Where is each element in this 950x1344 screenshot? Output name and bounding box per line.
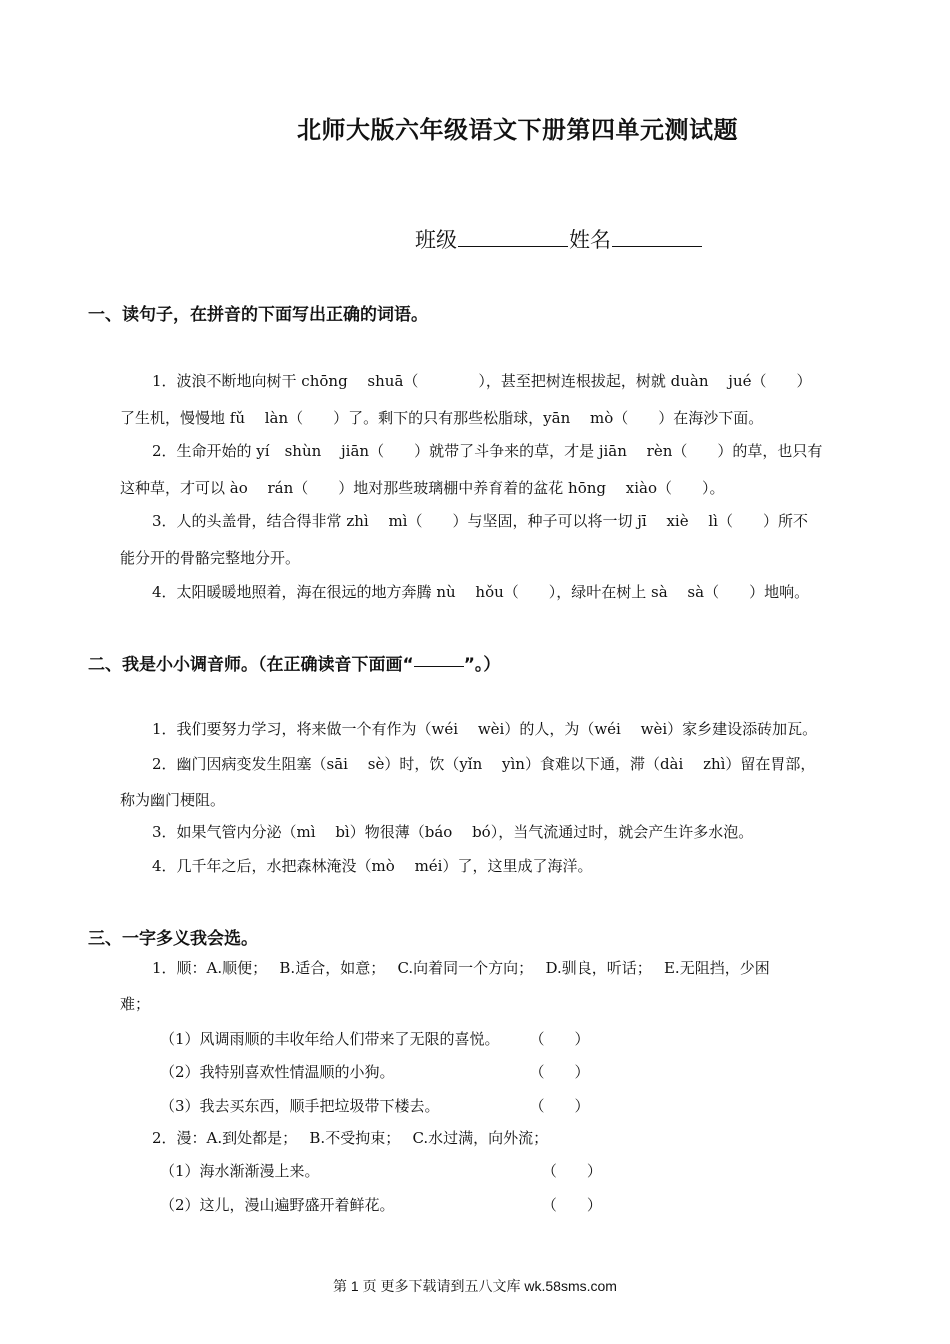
- section1-line: 这种草，才可以 ào rán（ ）地对那些玻璃棚中养育着的盆花 hōng xiào（ ）。: [120, 479, 725, 497]
- section1-line: 4．太阳暖暖地照着，海在很远的地方奔腾 nù hǒu（ ），绿叶在树上 sà sà（ ）地响。: [152, 583, 810, 601]
- section1-heading: 一、读句子，在拼音的下面写出正确的词语。: [88, 305, 428, 325]
- section3-line: （2）这儿，漫山遍野盛开着鲜花。 （ ）: [160, 1196, 602, 1214]
- section1-line: 了生机，慢慢地 fǔ làn（ ）了。剩下的只有那些松脂球，yān mò（ ）在海沙下面。: [120, 409, 764, 427]
- section2-heading-end: ”。）: [463, 655, 501, 675]
- section2-line: 4．几千年之后，水把森林淹没（mò méi）了，这里成了海洋。: [152, 857, 593, 875]
- section1-line: 1．波浪不断地向树干 chōng shuā（ ），甚至把树连根拔起，树就 duàn jué（ ）: [152, 372, 812, 390]
- section2-line: 2．幽门因病变发生阻塞（sāi sè）时，饮（yǐn yìn）食难以下通，滞（dài zhì）留在胃部，: [152, 755, 816, 773]
- name-label: 姓名: [569, 228, 611, 252]
- page-title: 北师大版六年级语文下册第四单元测试题: [297, 115, 738, 144]
- section3-line: （1）海水渐渐漫上来。 （ ）: [160, 1162, 602, 1180]
- section3-line: 难；: [120, 995, 151, 1013]
- section3-heading: 三、一字多义我会选。: [88, 929, 258, 949]
- section2-line: 1．我们要努力学习，将来做一个有作为（wéi wèi）的人，为（wéi wèi）家乡建设添砖加瓦。: [152, 720, 818, 738]
- section3-line: 1．顺：A.顺便； B.适合，如意； C.向着同一个方向； D.驯良，听话； E.无阻挡，少困: [152, 959, 770, 977]
- class-label: 班级: [415, 228, 457, 252]
- section3-line: 2．漫：A.到处都是； B.不受拘束； C.水过满，向外流；: [152, 1129, 549, 1147]
- underline-sample: [414, 665, 464, 667]
- section3-line: （1）风调雨顺的丰收年给人们带来了无限的喜悦。 （ ）: [160, 1030, 590, 1048]
- section1-line: 2．生命开始的 yí shùn jiān（ ）就带了斗争来的草，才是 jiān rèn（ ）的草，也只有: [152, 442, 823, 460]
- section2-heading-start: 二、我是小小调音师。（在正确读音下面画“: [88, 655, 414, 675]
- section1-line: 能分开的骨骼完整地分开。: [120, 549, 301, 567]
- section2-heading: [88, 650, 500, 675]
- class-blank: [458, 245, 568, 247]
- section2-line: 称为幽门梗阻。: [120, 791, 226, 809]
- section1-line: 3．人的头盖骨，结合得非常 zhì mì（ ）与坚固，种子可以将一切 jī xiè lì（ ）所不: [152, 512, 808, 530]
- section3-line: （3）我去买东西，顺手把垃圾带下楼去。 （ ）: [160, 1097, 590, 1115]
- section2-line: 3．如果气管内分泌（mì bì）物很薄（báo bó），当气流通过时，就会产生许多水泡。: [152, 823, 754, 841]
- section3-line: （2）我特别喜欢性情温顺的小狗。 （ ）: [160, 1063, 590, 1081]
- class-name-line: [415, 224, 703, 254]
- name-blank: [612, 245, 702, 247]
- page-footer: 第 1 页 更多下载请到五八文库 wk.58sms.com: [333, 1278, 617, 1294]
